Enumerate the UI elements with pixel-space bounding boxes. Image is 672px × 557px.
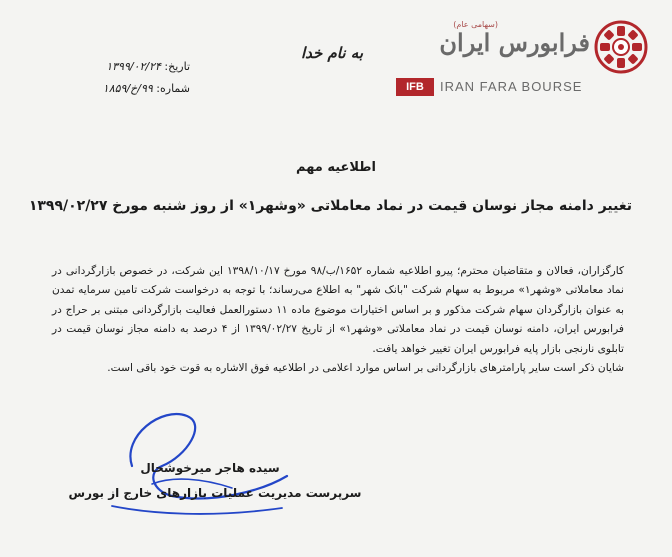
signatory-title: سرپرست مدیریت عملیات بازارهای خارج از بورس [68,486,362,500]
closing-paragraph: شایان ذکر است سایر پارامترهای بازارگردانی بر اساس موارد اعلامی در اطلاعیه فوق الاشاره به قوت خود باقی است. [107,362,624,375]
logo-persian-text: فرابورس ایران [439,28,590,57]
date-row [80,56,190,78]
logo-badge: IFB [396,78,434,96]
notice-title: اطلاعیه مهم [296,160,376,175]
ifb-logo [393,14,648,94]
logo-subtitle: (سهامی عام) [453,20,498,29]
logo-english-text: IRAN FARA BOURSE [440,79,583,94]
number-row [80,78,190,100]
ifb-emblem-icon [594,20,648,74]
basmala-heading: به نام خدا [300,44,363,62]
number-value: ۹۹/خ/۱۸۵۹ [102,82,153,95]
logo-english-bar [396,78,648,98]
letter-meta [80,56,190,100]
notice-subject: تغییر دامنه مجاز نوسان قیمت در نماد معاملاتی «وشهر۱» از روز شنبه مورخ ۱۳۹۹/۰۲/۲۷ [28,198,632,214]
date-label: تاریخ: [164,60,190,73]
date-value: ۱۳۹۹/۰۲/۲۴ [106,60,161,73]
body-paragraph: کارگزاران، فعالان و متقاضیان محترم؛ پیرو اطلاعیه شماره ۱۶۵۲/ب/۹۸ مورخ ۱۳۹۸/۱۰/۱۷ این شرکت، در خصوص بازارگردانی در نماد معاملاتی «وشهر۱» مربوط به سهام شرکت "بانک شهر" به اطلاع می‌رساند؛ با توجه به درخواست شرکت تامین سرمایه تمدن به عنوان بازارگردان سهام شرکت مذکور و بر اساس اختیارات موضوع ماده ۱۱ دستورالعمل فعالیت بازارگردانی مبتنی بر حراج در فرابورس ایران، دامنه نوسان قیمت در نماد معاملاتی «وشهر۱» از تاریخ ۱۳۹۹/۰۲/۲۷ از ۴ درصد به دامنه مجاز نوسان قیمت در تابلوی نارنجی بازار پایه فرابورس ایران تغییر خواهد یافت. [52,265,625,355]
notice-body [52,262,624,378]
number-label: شماره: [156,82,190,95]
signatory-name: سیده هاجر میرخوشحال [140,461,280,475]
